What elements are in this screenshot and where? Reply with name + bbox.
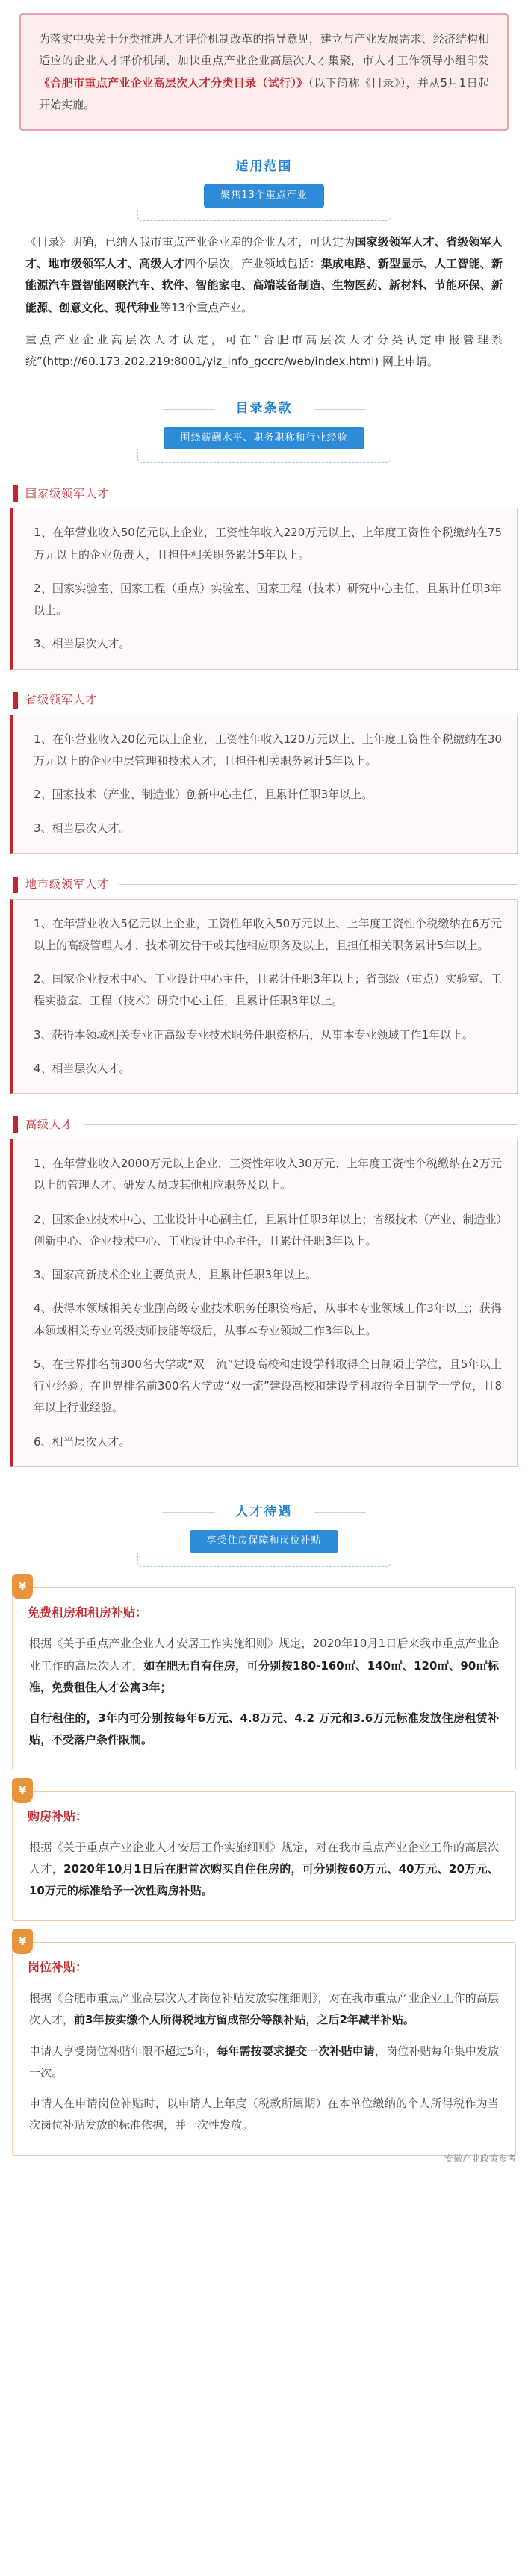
tier-card: [10, 482, 518, 669]
tier-header: [10, 482, 518, 505]
money-bag-icon: ¥: [12, 1778, 33, 1803]
tier-marker-icon: [13, 692, 18, 709]
catalog-title: 目录条款: [215, 393, 314, 423]
benefit-paragraph: [29, 1837, 499, 1903]
benefit-text: 申请人在申请岗位补贴时，以申请人上年度（税款所属期）在本单位缴纳的个人所得税作为当次岗位补贴发放的标准依据，并一次性发放。: [29, 2097, 499, 2132]
benefit-paragraph: [29, 1708, 499, 1752]
benefit-highlight: 如在肥无自有住房，可分别按180-160㎡、140㎡、120㎡、90㎡标准，免费租住人才公寓3年；: [29, 1658, 499, 1694]
tier-item: 2、国家技术（产业、制造业）创新中心主任，且累计任职3年以上。: [34, 788, 373, 802]
tier-name: 国家级领军人才: [25, 487, 110, 501]
benefit-highlight: 前3年按实缴个人所得税地方留成部分等额补贴，之后2年减半补贴。: [74, 2013, 414, 2027]
tier-item: 3、相当层次人才。: [34, 821, 131, 836]
money-bag-icon: ¥: [12, 1929, 33, 1954]
scope-frame: [137, 208, 391, 221]
tier-header: [10, 689, 518, 712]
treatment-pill: 享受住房保障和岗位补贴: [190, 1530, 338, 1553]
tier-item: 1、在年营业收入2000万元以上企业，工资性年收入30万元、上年度工资性个税缴纳在2万元以上的管理人才、研发人员或其他相应职务及以上。: [34, 1157, 502, 1192]
treatment-title: 人才待遇: [215, 1497, 314, 1527]
scope-industries: 集成电路、新型显示、人工智能、新能源汽车暨智能网联汽车、软件、智能家电、高端装备制造、生物医药、新材料、节能环保、新能源、创意文化、现代种业: [25, 257, 503, 314]
intro-doc-title: 《合肥市重点产业企业高层次人才分类目录（试行）》: [39, 75, 308, 90]
benefit-text: 根据《合肥市重点产业高层次人才岗位补贴发放实施细则》，对在我市重点产业企业工作的高层次人才，: [29, 1991, 499, 2027]
tier-item: 4、相当层次人才。: [34, 1061, 131, 1075]
tier-body: [10, 508, 518, 669]
tier-item: 2、国家企业技术中心、工业设计中心主任，且累计任职3年以上；省部级（重点）实验室、工程实验室、工程（技术）研究中心主任，且累计任职3年以上。: [34, 972, 502, 1008]
benefit-body: [12, 1791, 516, 1921]
scope-text-e: 等13个重点产业。: [160, 300, 253, 314]
benefit-highlight: 自行租住的，3年内可分别按每年6万元、4.8万元、4.2 万元和3.6万元标准发放住房租赁补贴，不受落户条件限制。: [29, 1711, 499, 1747]
tier-name: 高级人才: [25, 1117, 74, 1131]
article-page: [0, 13, 528, 2174]
tier-card: [10, 1113, 518, 1467]
treatment-frame: [137, 1553, 391, 1567]
tier-header: [10, 874, 518, 896]
benefit-highlight: 每年需按要求提交一次补贴申请: [217, 2044, 375, 2058]
tier-name: 地市级领军人才: [25, 877, 110, 892]
catalog-section-header: [0, 393, 528, 463]
intro-text-2: （以下简称《目录》），并从5月1日起开始实施。: [39, 75, 489, 111]
tier-marker-icon: [13, 877, 18, 893]
catalog-pill: 围绕薪酬水平、职务职称和行业经验: [164, 427, 364, 450]
tier-item: 3、获得本领域相关专业正高级专业技术职务任职资格后，从事本专业领域工作1年以上。: [34, 1027, 474, 1042]
tier-card: [10, 689, 518, 854]
benefit-heading: 岗位补贴：: [28, 1959, 88, 1974]
intro-box: [19, 13, 509, 131]
scope-paragraph-1: [25, 231, 503, 319]
benefit-heading: 购房补贴：: [28, 1808, 88, 1823]
benefit-card: [12, 1579, 516, 1770]
treatment-section-header: [0, 1497, 528, 1567]
tier-divider: [84, 1124, 518, 1125]
benefit-paragraph: [29, 1988, 499, 2032]
tier-name: 省级领军人才: [25, 693, 98, 707]
benefit-paragraph: [29, 2093, 499, 2137]
tier-item: 3、国家高新技术企业主要负责人，且累计任职3年以上。: [34, 1268, 317, 1282]
benefit-paragraph: [29, 1633, 499, 1699]
scope-text-a: 《目录》明确，已纳入我市重点产业企业库的企业人才，可认定为: [25, 234, 355, 249]
scope-levels: 国家级领军人才、省级领军人才、地市级领军人才、高级人才: [25, 234, 503, 271]
benefit-text: 申请人享受岗位补贴年限不超过5年，: [29, 2044, 217, 2058]
tier-marker-icon: [13, 485, 18, 502]
scope-section-header: [0, 152, 528, 221]
tier-card: [10, 874, 518, 1095]
benefit-highlight: 2020年10月1日后在肥首次购买自住住房的，可分别按60万元、40万元、20万元、10万元的标准给予一次性购房补贴。: [29, 1862, 499, 1898]
tier-body: [10, 715, 518, 854]
benefit-text: 根据《关于重点产业企业人才安居工作实施细则》规定，对在我市重点产业企业工作的高层次人才，: [29, 1840, 499, 1876]
tier-item: 1、在年营业收入5亿元以上企业，工资性年收入50万元以上、上年度工资性个税缴纳在6万元以上的高级管理人才、技术研发骨干或其他相应职务及以上，且担任相关职务累计5年以上。: [34, 916, 502, 952]
scope-pill: 聚焦13个重点产业: [204, 184, 324, 208]
tier-marker-icon: [13, 1116, 18, 1133]
tier-item: 5、在世界排名前300名大学或“双一流”建设高校和建设学科取得全日制硕士学位，且5年以上行业经验；在世界排名前300名大学或“双一流”建设高校和建设学科取得全日制学士学位，且8年以上行业经验。: [34, 1357, 502, 1415]
tier-item: 2、国家企业技术中心、工业设计中心副主任，且累计任职3年以上；省级技术（产业、制造业）创新中心、企业技术中心、工业设计中心主任，且累计任职3年以上。: [34, 1212, 502, 1248]
intro-text-1: 为落实中央关于分类推进人才评价机制改革的指导意见，建立与产业发展需求、经济结构相适应的企业人才评价机制，加快重点产业企业高层次人才集聚，市人才工作领导小组印发: [39, 32, 489, 68]
tier-divider: [119, 884, 518, 885]
benefit-body: [12, 1942, 516, 2156]
benefit-card: [12, 1934, 516, 2156]
scope-paragraph-2: 重点产业企业高层次人才认定，可在“合肥市高层次人才分类认定申报管理系统”(http://60.173.202.219:8001/ylz_info_gccrc/web/index.html) 网上申请。: [25, 332, 503, 369]
tier-item: 1、在年营业收入20亿元以上企业，工资性年收入120万元以上、上年度工资性个税缴纳在30万元以上的企业中层管理和技术人才，且担任相关职务累计5年以上。: [34, 732, 502, 768]
benefit-card: [12, 1783, 516, 1921]
catalog-frame: [137, 449, 391, 463]
tier-header: [10, 1113, 518, 1136]
scope-title: 适用范围: [215, 152, 314, 181]
benefit-text: 根据《关于重点产业企业人才安居工作实施细则》规定，2020年10月1日后来我市重点产业企业工作的高层次人才，: [29, 1637, 499, 1673]
benefit-list: [0, 1579, 528, 2156]
tier-item: 1、在年营业收入50亿元以上企业，工资性年收入220万元以上、上年度工资性个税缴纳在75万元以上的企业负责人，且担任相关职务累计5年以上。: [34, 526, 502, 561]
benefit-text-tail: ，岗位补贴每年集中发放一次。: [29, 2044, 499, 2079]
benefit-body: [12, 1587, 516, 1770]
tier-body: [10, 899, 518, 1095]
tier-body: [10, 1139, 518, 1467]
tier-item: 4、获得本领域相关专业副高级专业技术职务任职资格后，从事本专业领域工作3年以上；获得本领域相关专业高级技师技能等级后，从事本专业领域工作3年以上。: [34, 1301, 502, 1337]
money-bag-icon: ¥: [12, 1574, 33, 1599]
tier-item: 2、国家实验室、国家工程（重点）实验室、国家工程（技术）研究中心主任，且累计任职3年以上。: [34, 581, 502, 617]
benefit-paragraph: [29, 2041, 499, 2085]
scope-text-c: 四个层次，产业领域包括：: [184, 257, 321, 271]
tier-item: 3、相当层次人才。: [34, 637, 131, 651]
benefit-heading: 免费租房和租房补贴：: [28, 1605, 148, 1620]
tier-item: 6、相当层次人才。: [34, 1434, 131, 1449]
footer-watermark: 安徽产业政策参考: [444, 2153, 516, 2164]
tier-list: [0, 482, 528, 1467]
